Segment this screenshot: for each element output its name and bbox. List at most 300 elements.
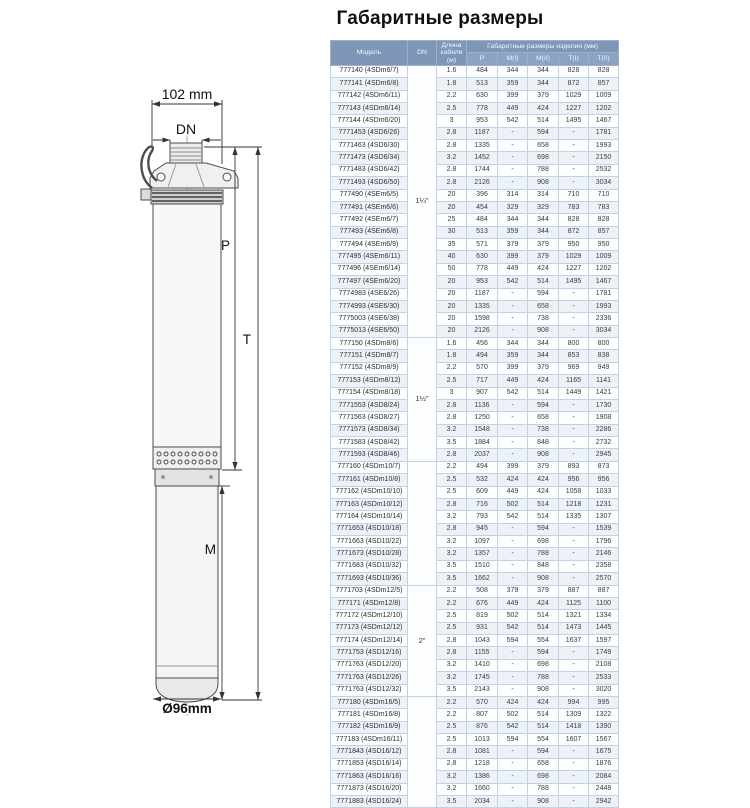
cell-t2: 3034	[589, 325, 619, 337]
table-row	[331, 721, 619, 733]
cell-t1: 1029	[559, 90, 589, 102]
cell-p: 2037	[467, 449, 498, 461]
cell-m2: 554	[528, 635, 559, 647]
cell-m2: 908	[528, 573, 559, 585]
cell-model: 777490 (4SEm6/5)	[331, 189, 408, 201]
cell-t2: 1100	[589, 597, 619, 609]
cell-m2: 594	[528, 647, 559, 659]
cell-t1: -	[559, 783, 589, 795]
cell-cable-length: 2.5	[437, 734, 467, 746]
cell-cable-length: 3.2	[437, 672, 467, 684]
cell-cable-length: 3.5	[437, 795, 467, 807]
cell-t1: 950	[559, 239, 589, 251]
cell-p: 1745	[467, 672, 498, 684]
table-row	[331, 684, 619, 696]
header-t1: T(I)	[559, 53, 589, 65]
table-row	[331, 214, 619, 226]
cell-t1: 872	[559, 226, 589, 238]
cell-m1: 329	[498, 201, 528, 213]
cell-cable-length: 2.5	[437, 721, 467, 733]
cell-m2: 344	[528, 350, 559, 362]
cell-model: 7771553 (4SD8/24)	[331, 399, 408, 411]
dim-102mm-label: 102 mm	[161, 86, 213, 102]
cell-model: 777153 (4SDm8/12)	[331, 375, 408, 387]
cell-t1: 1218	[559, 498, 589, 510]
cell-m1: -	[498, 177, 528, 189]
table-row	[331, 177, 619, 189]
cell-m2: 514	[528, 721, 559, 733]
table-row	[331, 276, 619, 288]
cell-p: 2126	[467, 177, 498, 189]
cell-m2: 658	[528, 412, 559, 424]
table-row	[331, 164, 619, 176]
cell-m1: 379	[498, 239, 528, 251]
cell-p: 1510	[467, 560, 498, 572]
cell-m2: 594	[528, 288, 559, 300]
cell-m1: -	[498, 437, 528, 449]
cell-t2: 1421	[589, 387, 619, 399]
cell-model: 7771763 (4SD12/26)	[331, 672, 408, 684]
suction-screen	[153, 447, 221, 469]
cell-t2: 2108	[589, 659, 619, 671]
cell-m1: -	[498, 684, 528, 696]
table-row	[331, 585, 619, 597]
cell-p: 570	[467, 696, 498, 708]
cell-m2: 424	[528, 597, 559, 609]
cell-cable-length: 2.8	[437, 127, 467, 139]
cell-t1: -	[559, 325, 589, 337]
cell-p: 676	[467, 597, 498, 609]
table-row	[331, 498, 619, 510]
cell-t2: 887	[589, 585, 619, 597]
cell-cable-length: 2.8	[437, 647, 467, 659]
table-row	[331, 437, 619, 449]
cell-t2: 1231	[589, 498, 619, 510]
cell-model: 7771593 (4SD8/46)	[331, 449, 408, 461]
cell-cable-length: 2.8	[437, 177, 467, 189]
cell-model: 7771453 (4SD6/26)	[331, 127, 408, 139]
cell-p: 494	[467, 461, 498, 473]
table-row	[331, 635, 619, 647]
cell-m1: 502	[498, 610, 528, 622]
page-title: Габаритные размеры	[336, 8, 544, 29]
cell-t1: -	[559, 573, 589, 585]
cell-m1: -	[498, 672, 528, 684]
cell-t2: 1322	[589, 709, 619, 721]
cell-cable-length: 2.8	[437, 164, 467, 176]
cell-p: 1452	[467, 152, 498, 164]
cell-p: 1136	[467, 399, 498, 411]
cell-t2: 2942	[589, 795, 619, 807]
cell-cable-length: 2.8	[437, 412, 467, 424]
cell-m1: -	[498, 412, 528, 424]
cell-t1: -	[559, 412, 589, 424]
cell-m1: -	[498, 164, 528, 176]
cell-t2: 2084	[589, 771, 619, 783]
cell-cable-length: 20	[437, 300, 467, 312]
cell-t2: 1445	[589, 622, 619, 634]
cell-m1: -	[498, 300, 528, 312]
cell-model: 7771583 (4SD8/42)	[331, 437, 408, 449]
table-row	[331, 263, 619, 275]
cell-t2: 1781	[589, 127, 619, 139]
cell-m1: -	[498, 536, 528, 548]
cell-cable-length: 2.5	[437, 102, 467, 114]
cell-m2: 908	[528, 449, 559, 461]
table-row	[331, 783, 619, 795]
cell-p: 494	[467, 350, 498, 362]
table-row	[331, 127, 619, 139]
cell-t2: 873	[589, 461, 619, 473]
cell-cable-length: 50	[437, 263, 467, 275]
table-row	[331, 152, 619, 164]
dim-t-label: T	[242, 332, 251, 347]
cell-t1: 1335	[559, 511, 589, 523]
cell-p: 1081	[467, 746, 498, 758]
cell-t1: -	[559, 746, 589, 758]
cell-t1: -	[559, 672, 589, 684]
cell-m1: -	[498, 449, 528, 461]
cell-p: 1155	[467, 647, 498, 659]
cell-p: 1598	[467, 313, 498, 325]
cell-t1: -	[559, 523, 589, 535]
cell-t2: 1876	[589, 758, 619, 770]
cell-t2: 1781	[589, 288, 619, 300]
cell-dn: 2"	[408, 585, 437, 696]
cell-t2: 2945	[589, 449, 619, 461]
header-m1: M(I)	[498, 53, 528, 65]
cell-t2: 783	[589, 201, 619, 213]
table-row	[331, 659, 619, 671]
cell-cable-length: 3.5	[437, 684, 467, 696]
cell-m2: 314	[528, 189, 559, 201]
cell-model: 777180 (4SDm16/5)	[331, 696, 408, 708]
cell-p: 953	[467, 276, 498, 288]
cell-dn	[408, 461, 437, 585]
cell-t1: 1449	[559, 387, 589, 399]
cell-p: 1884	[467, 437, 498, 449]
cell-m1: -	[498, 795, 528, 807]
cell-p: 630	[467, 251, 498, 263]
cell-t1: 893	[559, 461, 589, 473]
cell-m2: 658	[528, 758, 559, 770]
cell-model: 777492 (4SEm6/7)	[331, 214, 408, 226]
pump-column	[153, 204, 221, 447]
cell-p: 513	[467, 78, 498, 90]
cell-cable-length: 2.8	[437, 635, 467, 647]
cell-t1: -	[559, 140, 589, 152]
cell-t2: 828	[589, 214, 619, 226]
cell-model: 7771703 (4SDm12/5)	[331, 585, 408, 597]
dimensions-table-wrap	[330, 40, 618, 808]
pump-body	[141, 143, 238, 702]
table-body	[331, 65, 619, 808]
cell-t1: -	[559, 659, 589, 671]
cell-cable-length: 2.8	[437, 140, 467, 152]
cell-m1: -	[498, 647, 528, 659]
cell-t2: 2358	[589, 560, 619, 572]
cell-m1: 449	[498, 486, 528, 498]
header-t2: T(II)	[589, 53, 619, 65]
cell-t2: 956	[589, 474, 619, 486]
cell-t2: 800	[589, 338, 619, 350]
cell-p: 2034	[467, 795, 498, 807]
cell-model: 777173 (4SDm12/12)	[331, 622, 408, 634]
cell-t2: 1033	[589, 486, 619, 498]
cell-m2: 698	[528, 152, 559, 164]
cell-m2: 908	[528, 325, 559, 337]
cell-m2: 344	[528, 214, 559, 226]
cell-p: 793	[467, 511, 498, 523]
cell-t2: 950	[589, 239, 619, 251]
cell-p: 1662	[467, 573, 498, 585]
dim-m	[218, 486, 230, 700]
cell-m2: 658	[528, 140, 559, 152]
table-row	[331, 102, 619, 114]
cell-m2: 424	[528, 486, 559, 498]
cell-cable-length: 2.2	[437, 709, 467, 721]
table-row	[331, 560, 619, 572]
cell-model: 777171 (4SDm12/8)	[331, 597, 408, 609]
table-row	[331, 239, 619, 251]
cell-m1: 314	[498, 189, 528, 201]
table-row	[331, 672, 619, 684]
cell-cable-length: 3	[437, 115, 467, 127]
cell-model: 777143 (4SDm6/14)	[331, 102, 408, 114]
cell-p: 876	[467, 721, 498, 733]
cell-t1: -	[559, 795, 589, 807]
cell-cable-length: 3.2	[437, 511, 467, 523]
cell-t2: 1390	[589, 721, 619, 733]
table-row	[331, 573, 619, 585]
cell-t1: -	[559, 152, 589, 164]
cell-model: 777161 (4SDm10/8)	[331, 474, 408, 486]
header-model: Модель	[331, 41, 408, 66]
cell-m2: 738	[528, 424, 559, 436]
cell-cable-length: 3.2	[437, 548, 467, 560]
cell-m2: 424	[528, 696, 559, 708]
cell-t1: 1227	[559, 263, 589, 275]
cell-m2: 848	[528, 437, 559, 449]
dim-p-label: P	[220, 238, 230, 253]
cell-model: 7771853 (4SD16/14)	[331, 758, 408, 770]
cell-cable-length: 20	[437, 313, 467, 325]
table-row	[331, 536, 619, 548]
cell-cable-length: 20	[437, 189, 467, 201]
cell-model: 7771863 (4SD16/16)	[331, 771, 408, 783]
cell-t2: 1202	[589, 102, 619, 114]
table-row	[331, 746, 619, 758]
cell-m2: 788	[528, 548, 559, 560]
cell-p: 807	[467, 709, 498, 721]
cell-t1: -	[559, 758, 589, 770]
cell-m1: 449	[498, 375, 528, 387]
cell-m2: 554	[528, 734, 559, 746]
cell-cable-length: 2.2	[437, 597, 467, 609]
cell-t2: 1202	[589, 263, 619, 275]
cell-m2: 379	[528, 251, 559, 263]
cell-model: 777164 (4SDm10/14)	[331, 511, 408, 523]
cell-p: 945	[467, 523, 498, 535]
cell-model: 777181 (4SDm16/8)	[331, 709, 408, 721]
cell-p: 1335	[467, 140, 498, 152]
table-row	[331, 696, 619, 708]
cell-t2: 1467	[589, 276, 619, 288]
cell-p: 484	[467, 65, 498, 77]
cell-model: 7771843 (4SD16/12)	[331, 746, 408, 758]
cell-m2: 514	[528, 276, 559, 288]
cell-cable-length: 2.2	[437, 90, 467, 102]
bolt-hole-left	[157, 173, 165, 181]
cell-m1: 449	[498, 597, 528, 609]
cell-t2: 1675	[589, 746, 619, 758]
cell-model: 7771693 (4SD10/36)	[331, 573, 408, 585]
cell-p: 396	[467, 189, 498, 201]
cell-t1: 872	[559, 78, 589, 90]
cell-cable-length: 20	[437, 201, 467, 213]
cell-t1: -	[559, 548, 589, 560]
bottom-cap	[156, 678, 218, 702]
cell-m1: 424	[498, 474, 528, 486]
motor	[156, 486, 218, 678]
cell-p: 931	[467, 622, 498, 634]
table-row	[331, 399, 619, 411]
cell-t1: -	[559, 560, 589, 572]
cell-t2: 2732	[589, 437, 619, 449]
cell-m2: 424	[528, 474, 559, 486]
cell-model: 7771683 (4SD10/32)	[331, 560, 408, 572]
table-row	[331, 461, 619, 473]
cell-model: 777144 (4SDm6/20)	[331, 115, 408, 127]
cell-t1: -	[559, 771, 589, 783]
table-row	[331, 424, 619, 436]
cell-cable-length: 3.2	[437, 771, 467, 783]
dim-dn-label: DN	[175, 121, 197, 137]
cell-t2: 1009	[589, 251, 619, 263]
header-dimensions-group: Габаритные размеры изделия (мм)	[467, 41, 619, 53]
pump-drawing-svg	[0, 0, 330, 750]
table-row	[331, 548, 619, 560]
cell-p: 819	[467, 610, 498, 622]
cell-t1: 1227	[559, 102, 589, 114]
cell-m2: 848	[528, 560, 559, 572]
cell-t1: 956	[559, 474, 589, 486]
header-m2: M(II)	[528, 53, 559, 65]
cell-cable-length: 20	[437, 288, 467, 300]
cell-p: 1043	[467, 635, 498, 647]
cell-t1: -	[559, 684, 589, 696]
cell-t1: 1418	[559, 721, 589, 733]
cell-cable-length: 3.5	[437, 573, 467, 585]
cell-m1: 449	[498, 102, 528, 114]
cell-t2: 857	[589, 226, 619, 238]
cell-t2: 2448	[589, 783, 619, 795]
cell-t1: -	[559, 313, 589, 325]
cell-t1: -	[559, 177, 589, 189]
cell-cable-length: 2.5	[437, 622, 467, 634]
bolt-hole-right	[223, 173, 231, 181]
table-row	[331, 610, 619, 622]
cell-p: 716	[467, 498, 498, 510]
cell-model: 777496 (4SEm6/14)	[331, 263, 408, 275]
cell-model: 777493 (4SEm6/8)	[331, 226, 408, 238]
cell-p: 508	[467, 585, 498, 597]
cell-t1: -	[559, 536, 589, 548]
cell-t1: 853	[559, 350, 589, 362]
cell-p: 1386	[467, 771, 498, 783]
cell-p: 484	[467, 214, 498, 226]
table-row	[331, 325, 619, 337]
cell-model: 777152 (4SDm8/9)	[331, 362, 408, 374]
table-row	[331, 313, 619, 325]
cell-p: 1013	[467, 734, 498, 746]
cell-model: 7775003 (4SE6/38)	[331, 313, 408, 325]
table-row	[331, 622, 619, 634]
cell-t1: 1321	[559, 610, 589, 622]
cell-m1: 594	[498, 635, 528, 647]
cell-m1: -	[498, 288, 528, 300]
cell-m1: 344	[498, 214, 528, 226]
cell-cable-length: 2.2	[437, 461, 467, 473]
cell-model: 777495 (4SEm6/11)	[331, 251, 408, 263]
cell-m2: 594	[528, 127, 559, 139]
cell-m2: 788	[528, 164, 559, 176]
cell-m1: 399	[498, 90, 528, 102]
cell-t2: 1749	[589, 647, 619, 659]
cell-t2: 1141	[589, 375, 619, 387]
cell-model: 7771753 (4SD12/16)	[331, 647, 408, 659]
cell-cable-length: 1.8	[437, 78, 467, 90]
cell-dn: 1½"	[408, 338, 437, 462]
cell-m2: 424	[528, 375, 559, 387]
cell-p: 532	[467, 474, 498, 486]
cell-t1: 1473	[559, 622, 589, 634]
table-row	[331, 486, 619, 498]
cell-m1: -	[498, 573, 528, 585]
cell-model: 777163 (4SDm10/12)	[331, 498, 408, 510]
cell-p: 571	[467, 239, 498, 251]
cell-m1: 542	[498, 622, 528, 634]
cell-m1: 379	[498, 585, 528, 597]
cell-cable-length: 2.8	[437, 746, 467, 758]
cell-p: 1660	[467, 783, 498, 795]
cell-cable-length: 2.5	[437, 375, 467, 387]
cell-p: 1187	[467, 127, 498, 139]
cell-m1: -	[498, 313, 528, 325]
header-cable: Длина кабеля (м)	[437, 41, 467, 66]
cell-t2: 710	[589, 189, 619, 201]
cell-cable-length: 2.8	[437, 498, 467, 510]
cell-model: 7771563 (4SD8/27)	[331, 412, 408, 424]
cell-t2: 1908	[589, 412, 619, 424]
cell-m1: -	[498, 127, 528, 139]
cell-t2: 838	[589, 350, 619, 362]
cell-t1: -	[559, 437, 589, 449]
cell-p: 953	[467, 115, 498, 127]
cell-m1: 359	[498, 78, 528, 90]
cell-m2: 594	[528, 399, 559, 411]
cell-m2: 514	[528, 610, 559, 622]
cell-t2: 2150	[589, 152, 619, 164]
cell-model: 777172 (4SDm12/10)	[331, 610, 408, 622]
table-row	[331, 387, 619, 399]
cell-model: 7775013 (4SE6/50)	[331, 325, 408, 337]
dimensions-table	[330, 40, 619, 808]
cell-t2: 1567	[589, 734, 619, 746]
cell-t2: 1467	[589, 115, 619, 127]
table-row	[331, 251, 619, 263]
cell-p: 1744	[467, 164, 498, 176]
